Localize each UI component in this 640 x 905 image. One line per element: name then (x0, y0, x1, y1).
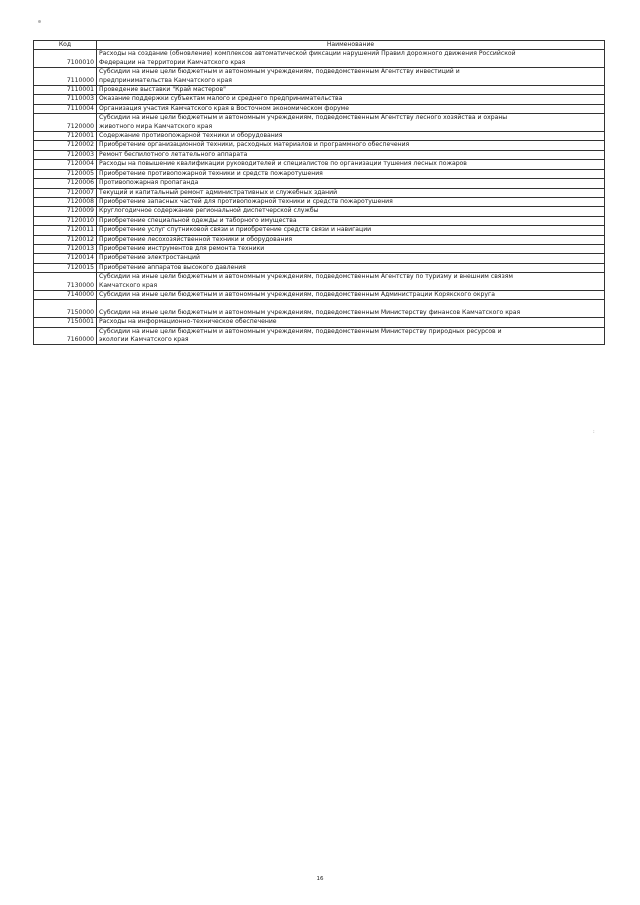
row-code: 7150001 (34, 318, 97, 327)
row-name-line (99, 300, 602, 308)
table-row (34, 68, 605, 86)
row-name-line: Приобретение специальной одежды и таборного имущества (99, 216, 297, 224)
row-name-line: Приобретение аппаратов высокого давления (99, 263, 246, 271)
row-name (97, 141, 605, 150)
row-name-line: Камчатского края (99, 281, 158, 289)
row-code: 7110000 (34, 68, 97, 86)
row-name-line: животного мира Камчатского края (99, 122, 213, 130)
row-name (97, 300, 605, 318)
table-row (34, 254, 605, 263)
row-code: 7110001 (34, 86, 97, 95)
row-name (97, 160, 605, 169)
row-code: 7120011 (34, 226, 97, 235)
row-code: 7120004 (34, 160, 97, 169)
row-name (97, 235, 605, 244)
table-row (34, 150, 605, 159)
table-row (34, 273, 605, 291)
row-code: 7120006 (34, 179, 97, 188)
table-row (34, 263, 605, 272)
row-name (97, 197, 605, 206)
row-name-line: Содержание противопожарной техники и оборудования (99, 132, 283, 140)
table-row (34, 104, 605, 113)
row-name-line: Субсидии на иные цели бюджетным и автономным учреждениям, подведомственным Министерству природных ресурсов и (99, 327, 502, 335)
row-name-line: Приобретение противопожарной техники и средств пожаротушения (99, 169, 323, 177)
row-name (97, 95, 605, 104)
header-name: Наименование (97, 41, 605, 50)
table-row (34, 141, 605, 150)
row-code: 7120008 (34, 197, 97, 206)
scan-dot-mark (38, 20, 41, 23)
row-code: 7110004 (34, 104, 97, 113)
row-name (97, 254, 605, 263)
table-body (34, 50, 605, 345)
row-code: 7110003 (34, 95, 97, 104)
row-name (97, 273, 605, 291)
table-row (34, 318, 605, 327)
row-name-line: Противопожарная пропаганда (99, 179, 199, 187)
row-name-line: предпринимательства Камчатского края (99, 76, 232, 84)
row-name-line: Приобретение услуг спутниковой связи и приобретение средств связи и навигации (99, 226, 372, 234)
table-row (34, 95, 605, 104)
budget-code-table (33, 40, 605, 345)
row-code: 7120001 (34, 132, 97, 141)
row-code: 7120013 (34, 244, 97, 253)
row-code: 7130000 (34, 273, 97, 291)
table-row (34, 197, 605, 206)
row-name-line: Федерации на территории Камчатского края (99, 58, 246, 66)
row-code: 7150000 (34, 300, 97, 318)
row-name-line: Субсидии на иные цели бюджетным и автономным учреждениям, подведомственным Агентству инвестиций и (99, 68, 460, 76)
row-name-line: Ремонт беспилотного летательного аппарата (99, 150, 248, 158)
row-name-line: Расходы на информационно-техническое обеспечение (99, 318, 277, 326)
row-name (97, 104, 605, 113)
row-name-line: Субсидии на иные цели бюджетным и автономным учреждениям, подведомственным Агентству лесного хозяйства и охраны (99, 114, 508, 122)
row-name-line: Оказание поддержки субъектам малого и среднего предпринимательства (99, 95, 343, 103)
row-name-line: Проведение выставки "Край мастеров" (99, 86, 226, 94)
table-row (34, 132, 605, 141)
row-name-line: Круглогодичное содержание региональной диспетчерской службы (99, 207, 319, 215)
row-code: 7120015 (34, 263, 97, 272)
row-name-line: Расходы на создание (обновление) комплексов автоматической фиксации нарушений Правил дорожного движения Российской (99, 50, 516, 58)
row-name-line: Приобретение электростанций (99, 254, 200, 262)
row-name (97, 179, 605, 188)
row-name (97, 327, 605, 345)
table-row (34, 226, 605, 235)
row-name-line: экологии Камчатского края (99, 336, 189, 343)
row-code: 7120007 (34, 188, 97, 197)
table-row (34, 290, 605, 299)
table-row (34, 50, 605, 68)
row-name (97, 318, 605, 327)
row-name (97, 132, 605, 141)
row-name-line: Субсидии на иные цели бюджетным и автономным учреждениям, подведомственным Министерству финансов Камчатского края (99, 308, 521, 316)
row-name-line: Субсидии на иные цели бюджетным и автономным учреждениям, подведомственным Агентству по туризму и внешним связям (99, 273, 513, 281)
row-name-line: Приобретение лесохозяйственной техники и оборудования (99, 235, 293, 243)
row-name (97, 68, 605, 86)
row-name (97, 226, 605, 235)
row-name (97, 207, 605, 216)
row-code: 7120009 (34, 207, 97, 216)
row-code: 7120005 (34, 169, 97, 178)
row-name (97, 86, 605, 95)
row-code: 7140000 (34, 290, 97, 299)
row-name (97, 188, 605, 197)
row-name (97, 263, 605, 272)
table-row (34, 300, 605, 318)
row-name (97, 114, 605, 132)
table-header-row (34, 41, 605, 50)
table-row (34, 160, 605, 169)
row-code: 7120000 (34, 114, 97, 132)
margin-mark: : (593, 429, 595, 435)
row-name-line: Организация участия Камчатского края в Восточном экономическом форуме (99, 104, 350, 112)
table-row (34, 244, 605, 253)
row-name-line: Приобретение запасных частей для противопожарной техники и средств пожаротушения (99, 197, 393, 205)
row-name-line: Приобретение организационной техники, расходных материалов и программного обеспечения (99, 141, 410, 149)
row-code: 7160000 (34, 327, 97, 345)
row-name (97, 290, 605, 299)
row-code: 7120014 (34, 254, 97, 263)
table-row (34, 188, 605, 197)
table-row (34, 114, 605, 132)
row-name-line: Текущий и капитальный ремонт административных и служебных зданий (99, 188, 338, 196)
table-row (34, 216, 605, 225)
row-code: 7120002 (34, 141, 97, 150)
row-name (97, 50, 605, 68)
row-name (97, 216, 605, 225)
table-row (34, 179, 605, 188)
table-row (34, 327, 605, 345)
row-name (97, 150, 605, 159)
row-name (97, 244, 605, 253)
header-code: Код (34, 41, 97, 50)
table-row (34, 169, 605, 178)
row-code: 7120012 (34, 235, 97, 244)
row-name (97, 169, 605, 178)
row-code: 7100010 (34, 50, 97, 68)
row-name-line: Субсидии на иные цели бюджетным и автономным учреждениям, подведомственным Администрации Корякского округа (99, 290, 495, 298)
page-number: 16 (316, 876, 324, 882)
row-code: 7120010 (34, 216, 97, 225)
table-row (34, 235, 605, 244)
row-name-line: Расходы на повышение квалификации руководителей и специалистов по организации тушения лесных пожаров (99, 160, 467, 168)
row-name-line: Приобретение инструментов для ремонта техники (99, 244, 265, 252)
table-row (34, 207, 605, 216)
row-code: 7120003 (34, 150, 97, 159)
table-row (34, 86, 605, 95)
